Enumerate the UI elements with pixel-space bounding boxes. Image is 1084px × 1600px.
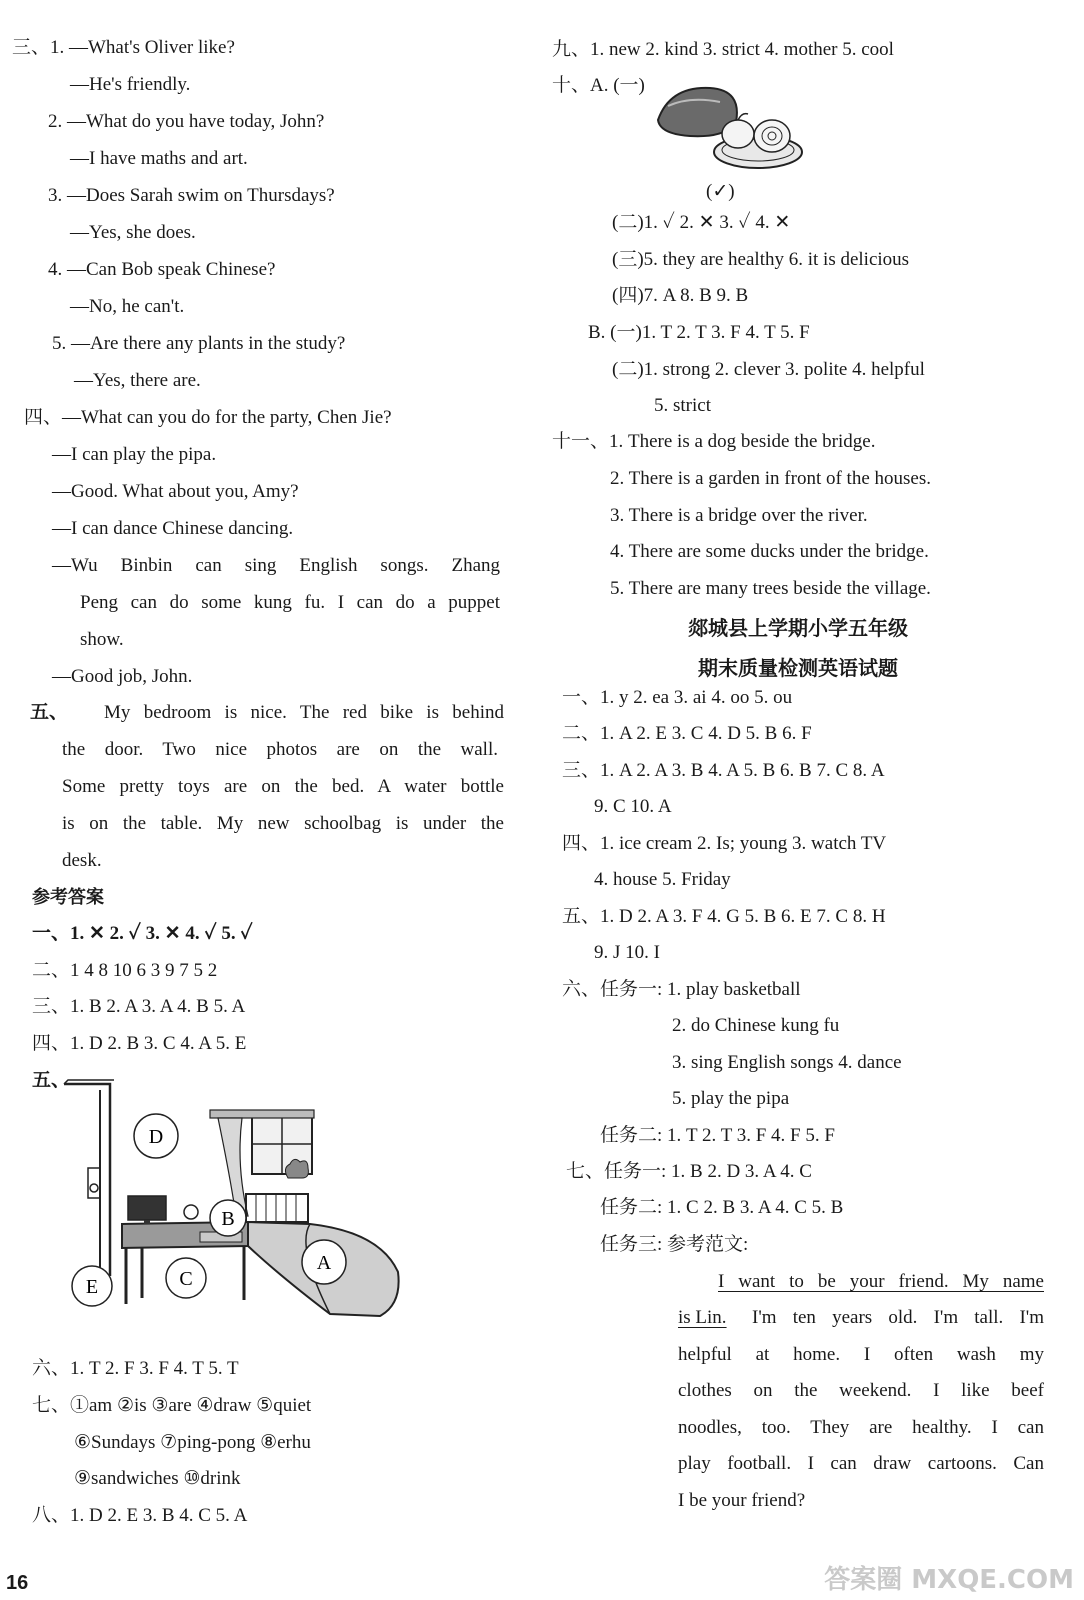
label-e: E (85, 1276, 99, 1298)
bedroom-illustration (60, 1076, 410, 1326)
s3-q2-answer: —I have maths and art. (70, 148, 248, 169)
exam-answer-6-line-5: 任务二: 1. T 2. T 3. F 4. F 5. F (600, 1125, 835, 1146)
answer-row-4: 四、1. D 2. B 3. C 4. A 5. E (32, 1033, 247, 1054)
exam-title-line-1: 郯城县上学期小学五年级 (688, 616, 908, 640)
label-c: C (179, 1268, 193, 1290)
s4-line-7: show. (80, 629, 124, 650)
s3-q3-answer: —Yes, she does. (70, 222, 196, 243)
s4-line-4: —I can dance Chinese dancing. (52, 518, 294, 539)
exam-answer-5-cont: 9. J 10. I (594, 942, 660, 963)
answer-row-8: 八、1. D 2. E 3. B 4. C 5. A (32, 1505, 248, 1526)
page-number: 16 (6, 1572, 29, 1594)
essay-line-2: I'm ten years old. I'm tall. I'm (752, 1307, 1044, 1328)
s4-line-2: —I can play the pipa. (52, 444, 217, 465)
s3-q5-question: 5. —Are there any plants in the study? (52, 333, 346, 354)
essay-line-5: noodles, too. They are healthy. I can (678, 1417, 1044, 1438)
exam-answer-6-line-1: 六、任务一: 1. play basketball (562, 979, 801, 1000)
r10-part-4: (四)7. A 8. B 9. B (612, 285, 749, 306)
r11-line-2: 2. There is a garden in front of the houses. (610, 468, 931, 489)
s3-q3-question: 3. —Does Sarah swim on Thursdays? (48, 185, 335, 206)
s3-q5-answer: —Yes, there are. (74, 370, 201, 391)
exam-answer-7-line-3: 任务三: 参考范文: (600, 1234, 749, 1255)
reference-answers-title: 参考答案 (32, 887, 104, 908)
s4-line-6: Peng can do some kung fu. I can do a puppet (80, 592, 500, 613)
exam-answer-4-cont: 4. house 5. Friday (594, 869, 731, 890)
s5-line-3: Some pretty toys are on the bed. A water bottle (62, 776, 504, 797)
answer-row-7-line-3: ⑨sandwiches ⑩drink (74, 1468, 241, 1489)
s5-label: 五、 (30, 702, 69, 723)
s3-q2-question: 2. —What do you have today, John? (48, 111, 325, 132)
label-b: B (221, 1208, 235, 1230)
s5-line-1: My bedroom is nice. The red bike is behind (104, 702, 504, 723)
exam-answer-6-line-3: 3. sing English songs 4. dance (672, 1052, 902, 1073)
watermark: 答案圈 MXQE.COM (824, 1565, 1074, 1595)
r11-line-1: 十一、1. There is a dog beside the bridge. (552, 431, 876, 452)
s4-line-8: —Good job, John. (52, 666, 193, 687)
r10-check-mark: (✓) (706, 181, 735, 202)
exam-answer-6-line-4: 5. play the pipa (672, 1088, 790, 1109)
essay-line-7: I be your friend? (678, 1490, 806, 1511)
exam-answer-7-line-1: 七、任务一: 1. B 2. D 3. A 4. C (566, 1161, 812, 1182)
s5-line-2: the door. Two nice photos are on the wall. (62, 739, 498, 760)
r10-b-part-2-cont: 5. strict (654, 395, 711, 416)
r10-label: 十、A. (一) (552, 75, 645, 96)
s3-q4-question: 4. —Can Bob speak Chinese? (48, 259, 276, 280)
exam-answer-7-line-2: 任务二: 1. C 2. B 3. A 4. C 5. B (600, 1197, 844, 1218)
s5-line-4: is on the table. My new schoolbag is under the (62, 813, 504, 834)
exam-answer-2: 二、1. A 2. E 3. C 4. D 5. B 6. F (562, 723, 812, 744)
exam-answer-5: 五、1. D 2. A 3. F 4. G 5. B 6. E 7. C 8. H (562, 906, 886, 927)
s5-line-5: desk. (62, 850, 102, 871)
answer-row-6: 六、1. T 2. F 3. F 4. T 5. T (32, 1358, 239, 1379)
answer-row-1: 一、1. ✕ 2. ✓ 3. ✕ 4. ✓ 5. ✓ (32, 923, 253, 944)
r11-line-5: 5. There are many trees beside the village. (610, 578, 931, 599)
s4-line-3: —Good. What about you, Amy? (52, 481, 299, 502)
r11-line-4: 4. There are some ducks under the bridge. (610, 541, 929, 562)
r11-line-3: 3. There is a bridge over the river. (610, 505, 868, 526)
s4-line-1: 四、—What can you do for the party, Chen Jie? (24, 407, 392, 428)
r10-part-3: (三)5. they are healthy 6. it is delicious (612, 249, 910, 270)
s3-q1-answer: —He's friendly. (70, 74, 191, 95)
r10-part-2: (二)1. ✓ 2. ✕ 3. ✓ 4. ✕ (612, 212, 791, 233)
food-plate-illustration (650, 76, 810, 176)
r9-line: 九、1. new 2. kind 3. strict 4. mother 5. cool (552, 39, 894, 60)
essay-line-4: clothes on the weekend. I like beef (678, 1380, 1044, 1401)
answer-row-3: 三、1. B 2. A 3. A 4. B 5. A (32, 996, 246, 1017)
r10-b-part-2: (二)1. strong 2. clever 3. polite 4. helpful (612, 359, 925, 380)
exam-answer-3-cont: 9. C 10. A (594, 796, 672, 817)
s3-q4-answer: —No, he can't. (70, 296, 185, 317)
essay-line-1: I want to be your friend. My name (718, 1271, 1044, 1292)
exam-title-line-2: 期末质量检测英语试题 (698, 656, 898, 680)
answer-row-7-line-2: ⑥Sundays ⑦ping-pong ⑧erhu (74, 1432, 311, 1453)
s3-q1-question: 三、1. —What's Oliver like? (12, 37, 235, 58)
essay-line-6: play football. I can draw cartoons. Can (678, 1453, 1044, 1474)
r10-b-part-1: B. (一)1. T 2. T 3. F 4. T 5. F (588, 322, 810, 343)
label-d: D (148, 1126, 164, 1148)
answer-row-2: 二、1 4 8 10 6 3 9 7 5 2 (32, 960, 218, 981)
exam-answer-1: 一、1. y 2. ea 3. ai 4. oo 5. ou (562, 687, 793, 708)
label-a: A (316, 1252, 332, 1274)
s4-line-5: —Wu Binbin can sing English songs. Zhang (52, 555, 500, 576)
essay-line-2-underlined: is Lin. (678, 1307, 727, 1328)
exam-answer-3: 三、1. A 2. A 3. B 4. A 5. B 6. B 7. C 8. A (562, 760, 885, 781)
answer-row-5-label: 五、 (32, 1070, 71, 1091)
essay-line-3: helpful at home. I often wash my (678, 1344, 1044, 1365)
exam-answer-4: 四、1. ice cream 2. Is; young 3. watch TV (562, 833, 887, 854)
answer-row-7-line-1: 七、①am ②is ③are ④draw ⑤quiet (32, 1395, 312, 1416)
exam-answer-6-line-2: 2. do Chinese kung fu (672, 1015, 840, 1036)
